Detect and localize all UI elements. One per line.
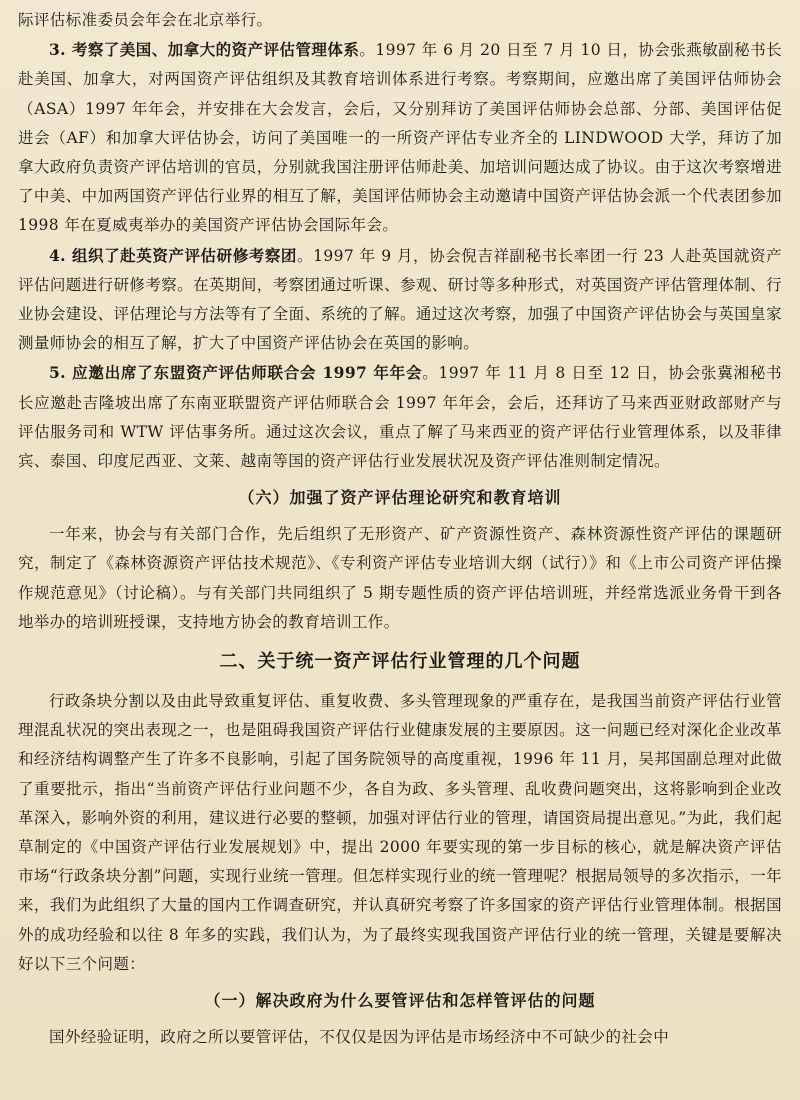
item-3-lead: 3. 考察了美国、加拿大的资产评估管理体系 — [49, 40, 360, 60]
section-6-paragraph: 一年来，协会与有关部门合作，先后组织了无形资产、矿产资源性资产、森林资源性资产评估的课题研究，制定了《森林资源资产评估技术规范》、《专利资产评估专业培训大纲（试行）》和《上市公司资产评估操作规范意见》（讨论稿）。与有关部门共同组织了 5 期专题性质的资产评估培训班，并经常选派业务骨干到各地举办的培训班授课，支持地方协会的教育培训工作。 — [18, 525, 782, 631]
item-5-paragraph — [18, 358, 782, 476]
item-4-text: 。1997 年 9 月，协会倪吉祥副秘书长率团一行 23 人赴英国就资产评估问题进行研修考察。在英期间，考察团通过听课、参观、研讨等多种形式，对英国资产评估管理体制、行业协会建设、评估理论与方法等有了全面、系统的了解。通过这次考察，加强了中国资产评估协会与英国皇家测量师协会的相互了解，扩大了中国资产评估协会在英国的影响。 — [18, 246, 782, 353]
item-4-paragraph — [18, 241, 782, 359]
subsection-1-paragraph: 国外经验证明，政府之所以要管评估，不仅仅是因为评估是市场经济中不可缺少的社会中 — [49, 1028, 670, 1047]
item-3-text: 。1997 年 6 月 20 日至 7 月 10 日，协会张燕敏副秘书长赴美国、加拿大，对两国资产评估组织及其教育培训体系进行考察。考察期间，应邀出席了美国评估师协会（ASA）1997 年年会，并安排在大会发言，会后，又分别拜访了美国评估师协会总部、分部、美国评估促进会（AF）和加拿大评估协会，访问了美国唯一的一所资产评估专业齐全的 LINDWOOD 大学，拜访了加拿大政府负责资产评估培训的官员，分别就我国注册评估师赴美、加培训问题达成了协议。由于这次考察增进了中美、中加两国资产评估行业界的相互了解，美国评估师协会主动邀请中国资产评估协会派一个代表团参加 1998 年在夏威夷举办的美国资产评估协会国际年会。 — [18, 41, 782, 235]
item-5-lead: 5. 应邀出席了东盟资产评估师联合会 1997 年年会 — [49, 363, 423, 383]
item-5-text: 。1997 年 11 月 8 日至 12 日，协会张冀湘秘书长应邀赴吉隆坡出席了东南亚联盟资产评估师联合会 1997 年年会，会后，还拜访了马来西亚财政部财产与评估服务司和 WTW 评估事务所。通过这次会议，重点了解了马来西亚的资产评估行业管理体系，以及菲律宾、泰国、印度尼西亚、文莱、越南等国的资产评估行业发展状况及资产评估准则制定情况。 — [18, 364, 782, 471]
item-4-lead: 4. 组织了赴英资产评估研修考察团 — [49, 245, 298, 265]
item-3-paragraph — [18, 35, 782, 240]
continued-paragraph: 际评估标准委员会年会在北京举行。 — [18, 11, 273, 29]
subsection-1-heading: （一）解决政府为什么要管评估和怎样管评估的问题 — [204, 991, 596, 1011]
section-6-heading: （六）加强了资产评估理论研究和教育培训 — [238, 488, 562, 508]
part-2-paragraph: 行政条块分割以及由此导致重复评估、重复收费、多头管理现象的严重存在，是我国当前资产评估行业管理混乱状况的突出表现之一，也是阻碍我国资产评估行业健康发展的主要原因。这一问题已经对深化企业改革和经济结构调整产生了许多不良影响，引起了国务院领导的高度重视，1996 年 11 月，吴邦国副总理对此做了重要批示，指出“当前资产评估行业问题不少，各自为政、多头管理、乱收费问题突出，这将影响到企业改革深入，影响外资的利用，建议进行必要的整顿，加强对评估行业的管理，请国资局提出意见。”为此，我们起草制定的《中国资产评估行业发展规划》中，提出 2000 年要实现的第一步目标的核心，就是解决资产评估市场“行政条块分割”问题，实现行业统一管理。但怎样实现行业的统一管理呢？根据局领导的多次指示，一年来，我们为此组织了大量的国内工作调查研究，并认真研究考察了许多国家的资产评估行业管理体制。根据国外的成功经验和以往 8 年多的实践，我们认为，为了最终实现我国资产评估行业的统一管理，关键是要解决好以下三个问题： — [18, 692, 782, 973]
part-2-heading: 二、关于统一资产评估行业管理的几个问题 — [219, 651, 581, 673]
